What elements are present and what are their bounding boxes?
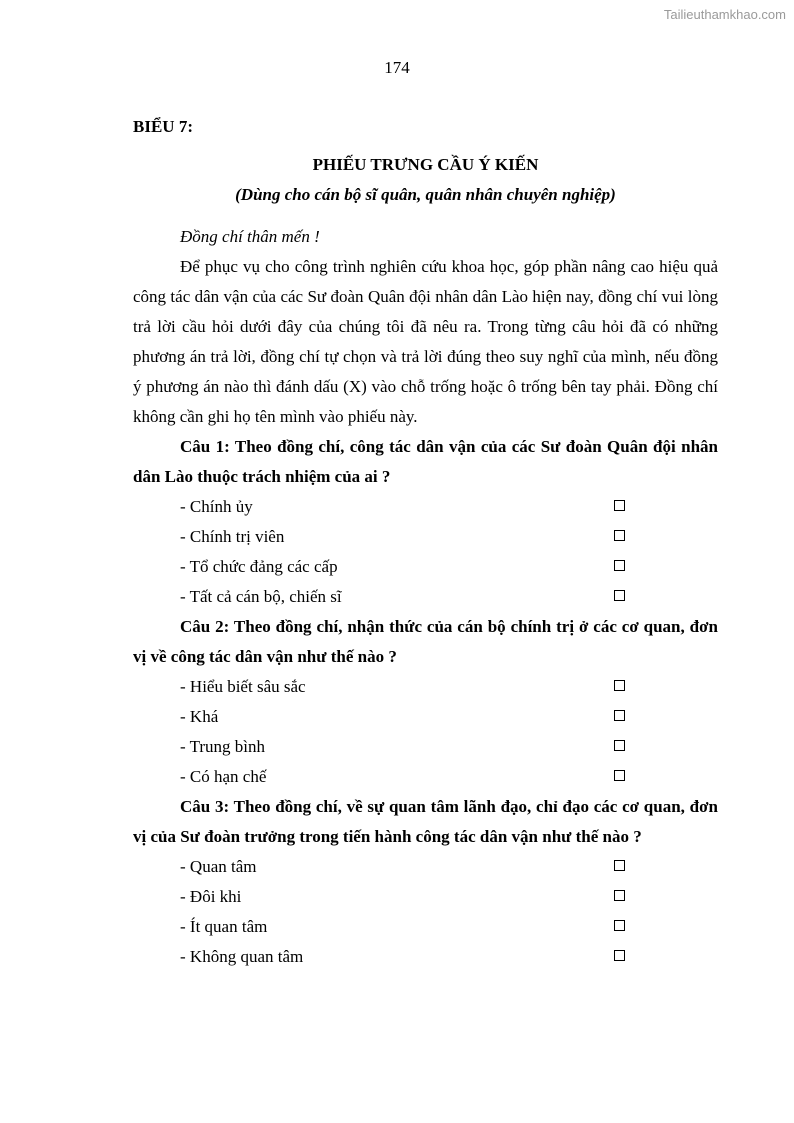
answer-option (133, 942, 718, 972)
page-number: 174 (384, 58, 410, 77)
answer-option (133, 672, 718, 702)
question-text: Câu 2: Theo đồng chí, nhận thức của cán bộ chính trị ở các cơ quan, đơn vị về công tác dân vận như thế nào ? (133, 617, 718, 666)
checkbox-icon[interactable] (614, 530, 625, 541)
option-label: - Trung bình (180, 737, 266, 756)
checkbox-icon[interactable] (614, 920, 625, 931)
question-block-3 (133, 792, 718, 972)
question-text: Câu 3: Theo đồng chí, về sự quan tâm lãnh đạo, chỉ đạo các cơ quan, đơn vị của Sư đoàn trưởng trong tiến hành công tác dân vận như thế nào ? (133, 797, 718, 846)
option-label: - Chính trị viên (180, 527, 285, 546)
answer-option (133, 732, 718, 762)
answer-option (133, 852, 718, 882)
intro-paragraph: Để phục vụ cho công trình nghiên cứu khoa học, góp phần nâng cao hiệu quả công tác dân vận của các Sư đoàn Quân đội nhân dân Lào hiện nay, đồng chí vui lòng trả lời cầu hỏi dưới đây của chúng tôi đã nêu ra. Trong từng câu hỏi đã có những phương án trả lời, đồng chí tự chọn và trả lời đúng theo suy nghĩ của mình, nếu đồng ý phương án nào thì đánh dấu (X) vào chỗ trống hoặc ô trống bên tay phải. Đồng chí không cần ghi họ tên mình vào phiếu này. (133, 257, 718, 426)
checkbox-icon[interactable] (614, 560, 625, 571)
checkbox-icon[interactable] (614, 500, 625, 511)
answer-option (133, 702, 718, 732)
answer-option (133, 552, 718, 582)
appendix-label: BIỂU 7: (133, 117, 193, 136)
option-label: - Chính ủy (180, 497, 253, 516)
answer-option (133, 522, 718, 552)
question-block-1 (133, 432, 718, 612)
greeting: Đồng chí thân mến ! (180, 227, 320, 246)
question-block-2 (133, 612, 718, 792)
option-label: - Khá (180, 707, 219, 726)
document-subtitle: (Dùng cho cán bộ sĩ quân, quân nhân chuyên nghiệp) (235, 185, 616, 204)
answer-option (133, 492, 718, 522)
question-text: Câu 1: Theo đồng chí, công tác dân vận của các Sư đoàn Quân đội nhân dân Lào thuộc trách nhiệm của ai ? (133, 437, 718, 486)
checkbox-icon[interactable] (614, 770, 625, 781)
checkbox-icon[interactable] (614, 860, 625, 871)
answer-option (133, 912, 718, 942)
checkbox-icon[interactable] (614, 680, 625, 691)
checkbox-icon[interactable] (614, 710, 625, 721)
checkbox-icon[interactable] (614, 740, 625, 751)
question-list (133, 432, 718, 972)
checkbox-icon[interactable] (614, 590, 625, 601)
answer-option (133, 762, 718, 792)
answer-option (133, 582, 718, 612)
checkbox-icon[interactable] (614, 890, 625, 901)
checkbox-icon[interactable] (614, 950, 625, 961)
document-title: PHIẾU TRƯNG CẦU Ý KIẾN (312, 155, 539, 174)
option-label: - Hiểu biết sâu sắc (180, 677, 306, 696)
option-label: - Tổ chức đảng các cấp (180, 557, 338, 576)
answer-option (133, 882, 718, 912)
option-label: - Không quan tâm (180, 947, 304, 966)
option-label: - Đôi khi (180, 887, 242, 906)
option-label: - Ít quan tâm (180, 917, 268, 936)
document-body (133, 112, 718, 972)
option-label: - Có hạn chế (180, 767, 267, 786)
option-label: - Quan tâm (180, 857, 257, 876)
option-label: - Tất cả cán bộ, chiến sĩ (180, 587, 342, 606)
watermark: Tailieuthamkhao.com (663, 7, 786, 22)
